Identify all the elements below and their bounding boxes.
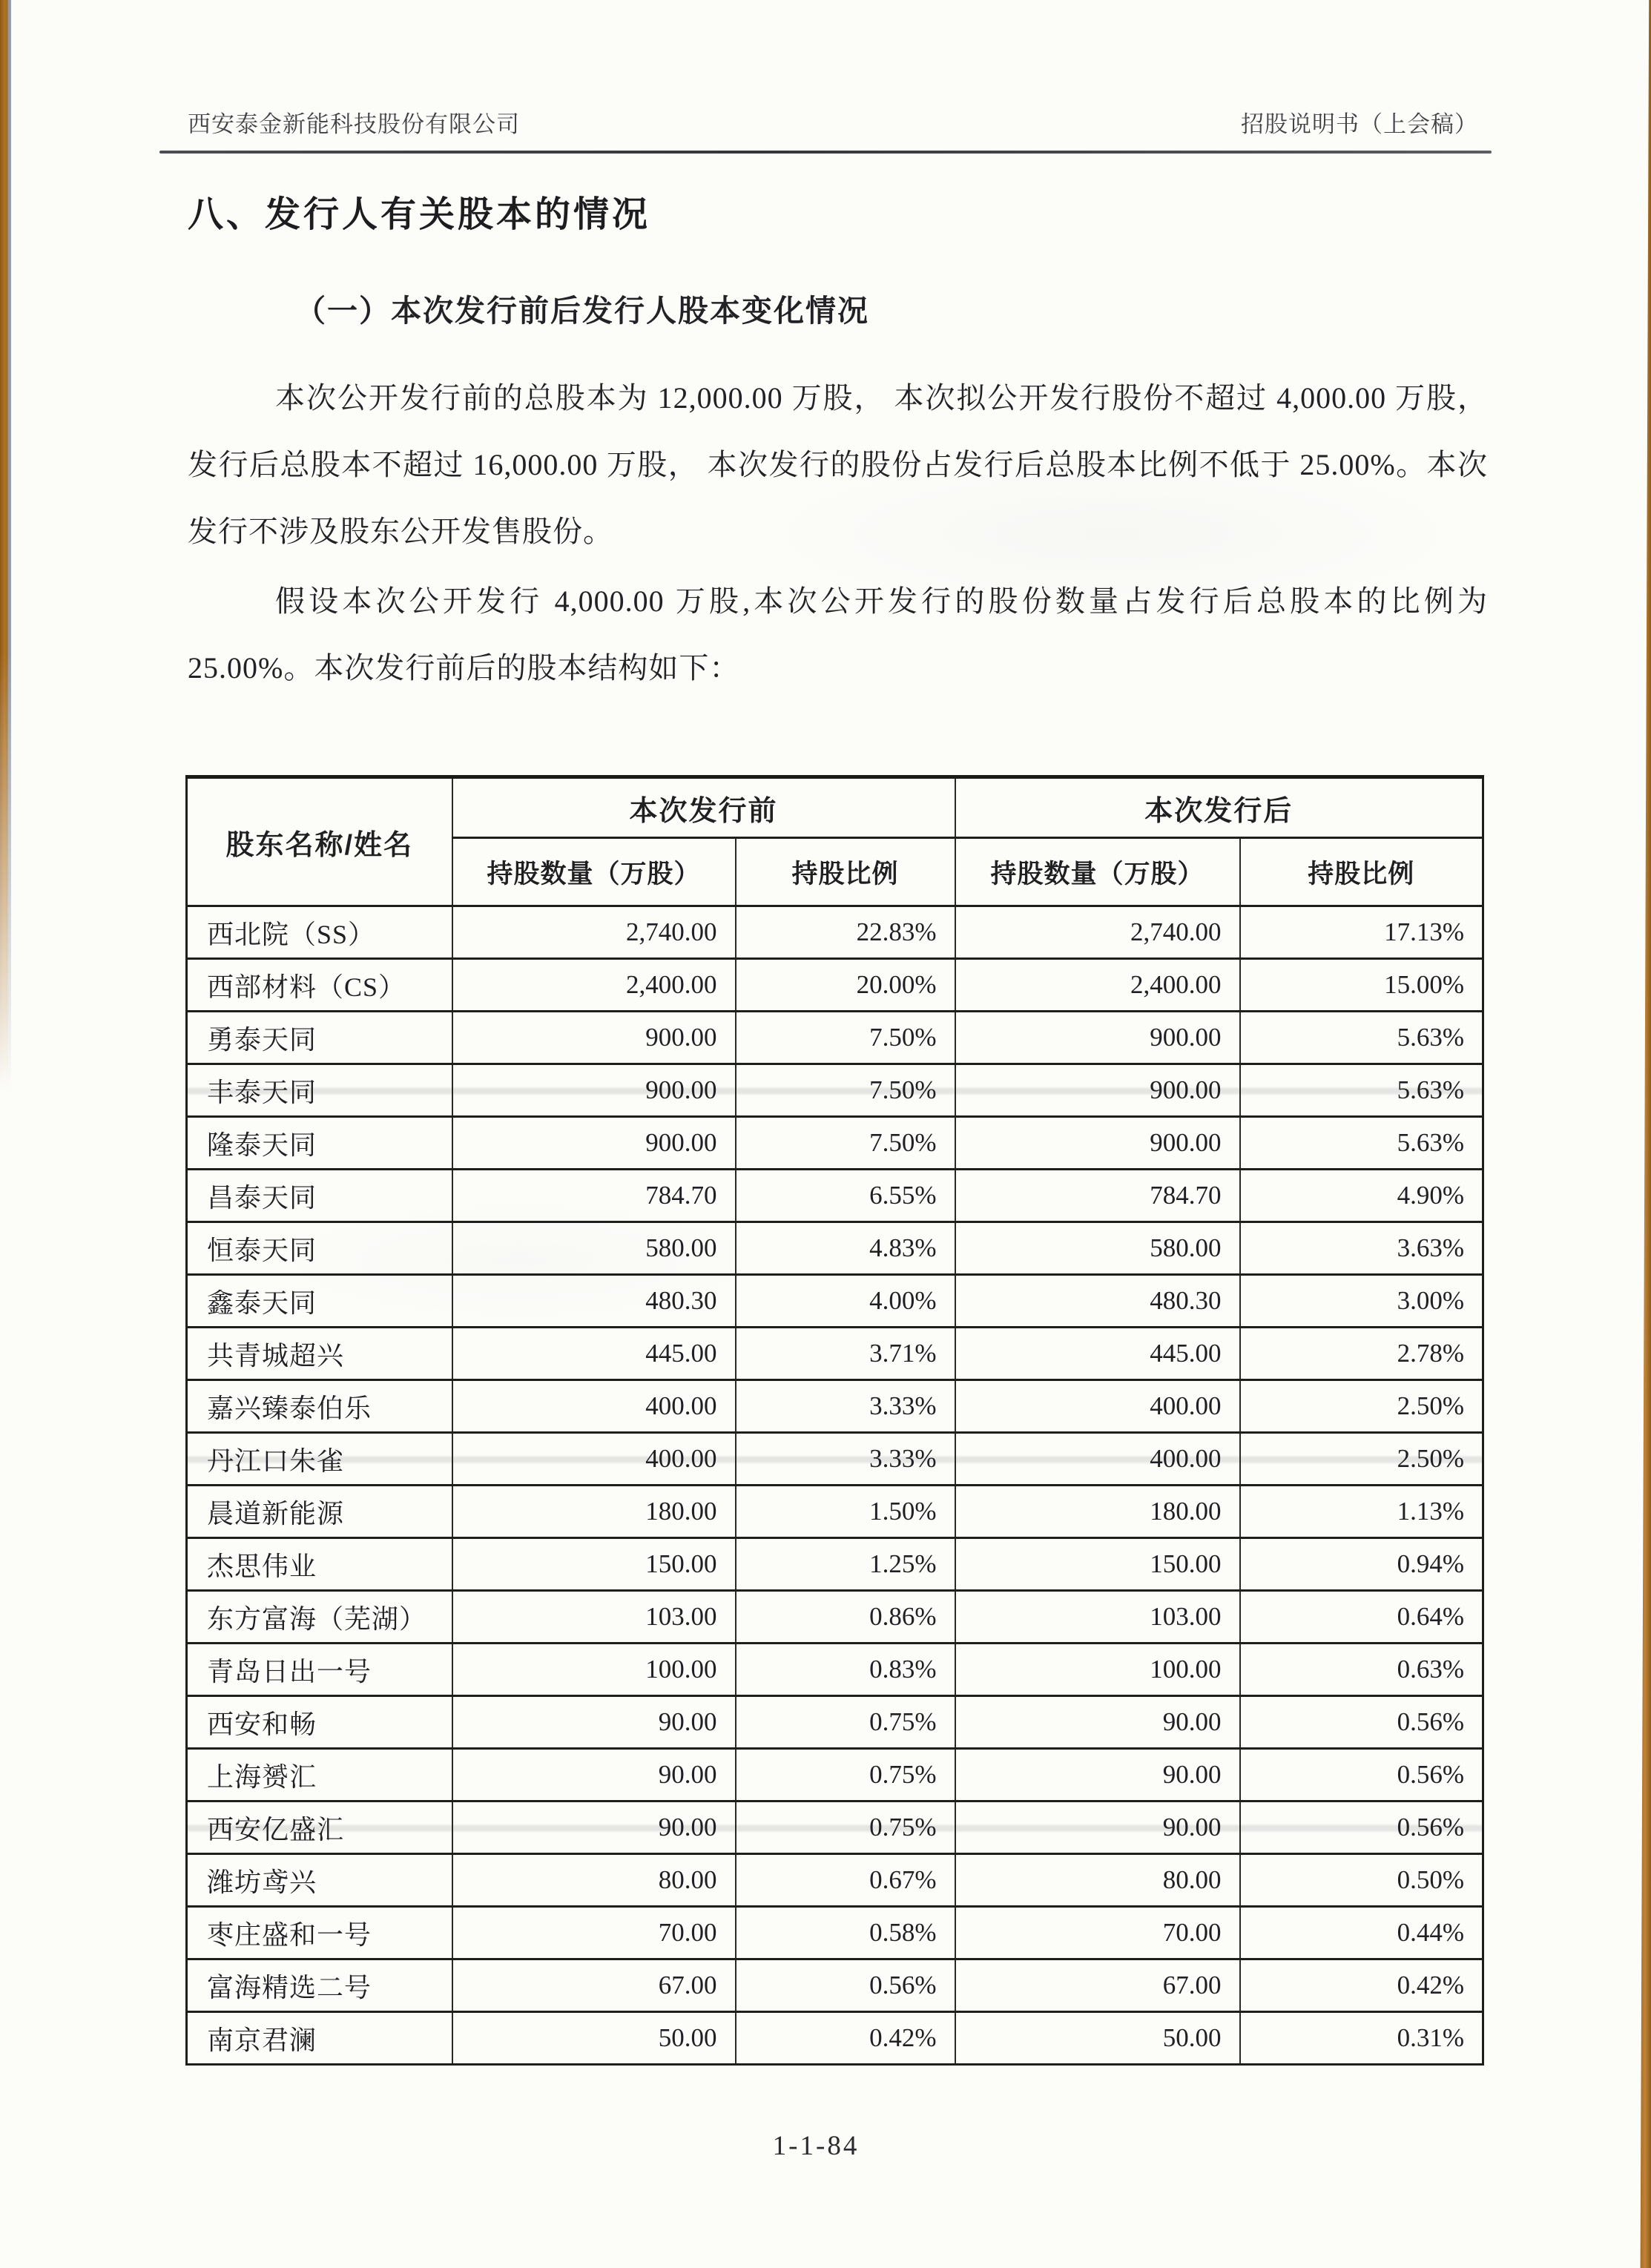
cell-name: 杰思伟业: [187, 1538, 452, 1591]
cell-ratio-after: 17.13%: [1240, 906, 1483, 959]
col-header-qty-after: 持股数量（万股）: [955, 838, 1240, 906]
cell-ratio-before: 1.25%: [736, 1538, 955, 1591]
table-row: [187, 1275, 1483, 1328]
cell-ratio-before: 3.33%: [736, 1380, 955, 1433]
cell-qty-before: 80.00: [452, 1854, 736, 1907]
cell-qty-after: 90.00: [955, 1696, 1240, 1749]
cell-ratio-before: 0.67%: [736, 1854, 955, 1907]
table-row: [187, 1749, 1483, 1801]
col-group-before-issue: 本次发行前: [452, 777, 955, 838]
cell-qty-before: 100.00: [452, 1644, 736, 1696]
cell-qty-before: 900.00: [452, 1064, 736, 1117]
cell-ratio-before: 0.83%: [736, 1644, 955, 1696]
cell-qty-after: 400.00: [955, 1380, 1240, 1433]
col-header-ratio-after: 持股比例: [1240, 838, 1483, 906]
cell-name: 共青城超兴: [187, 1328, 452, 1380]
cell-qty-before: 150.00: [452, 1538, 736, 1591]
cell-name: 恒泰天同: [187, 1222, 452, 1275]
cell-qty-before: 70.00: [452, 1907, 736, 1959]
table-row: [187, 1907, 1483, 1959]
cell-name: 西部材料（CS）: [187, 959, 452, 1012]
table-row: [187, 1486, 1483, 1538]
cell-ratio-before: 3.71%: [736, 1328, 955, 1380]
section-title: 八、发行人有关股本的情况: [188, 195, 651, 234]
table-row: [187, 1222, 1483, 1275]
cell-qty-before: 480.30: [452, 1275, 736, 1328]
cell-ratio-before: 7.50%: [736, 1064, 955, 1117]
cell-qty-before: 400.00: [452, 1380, 736, 1433]
cell-ratio-before: 1.50%: [736, 1486, 955, 1538]
cell-ratio-after: 4.90%: [1240, 1170, 1483, 1222]
header-document-title: 招股说明书（上会稿）: [1241, 111, 1478, 137]
cell-qty-after: 400.00: [955, 1433, 1240, 1486]
cell-qty-after: 90.00: [955, 1749, 1240, 1801]
cell-qty-after: 80.00: [955, 1854, 1240, 1907]
table-row: [187, 1012, 1483, 1064]
cell-qty-before: 900.00: [452, 1012, 736, 1064]
scan-edge-right: [1636, 0, 1651, 2268]
cell-qty-after: 70.00: [955, 1907, 1240, 1959]
cell-ratio-after: 5.63%: [1240, 1012, 1483, 1064]
cell-qty-before: 2,400.00: [452, 959, 736, 1012]
table-row: [187, 1328, 1483, 1380]
cell-name: 隆泰天同: [187, 1117, 452, 1170]
share-structure-table: [185, 775, 1484, 2066]
cell-name: 嘉兴臻泰伯乐: [187, 1380, 452, 1433]
paragraph-share-capital: 本次公开发行前的总股本为 12,000.00 万股， 本次拟公开发行股份不超过 4,000.00 万股， 发行后总股本不超过 16,000.00 万股， 本次发行的股份占发行后总股本比例不低于 25.00%。本次发行不涉及股东公开发售股份。: [188, 381, 1488, 548]
cell-qty-after: 580.00: [955, 1222, 1240, 1275]
cell-qty-before: 900.00: [452, 1117, 736, 1170]
cell-ratio-after: 0.50%: [1240, 1854, 1483, 1907]
paragraph-issue-assumption: 假设本次公开发行 4,000.00 万股,本次公开发行的股份数量占发行后总股本的比例为 25.00%。本次发行前后的股本结构如下：: [188, 584, 1488, 685]
cell-name: 鑫泰天同: [187, 1275, 452, 1328]
cell-ratio-before: 0.56%: [736, 1959, 955, 2012]
cell-qty-before: 50.00: [452, 2012, 736, 2065]
cell-qty-before: 90.00: [452, 1801, 736, 1854]
cell-ratio-before: 0.42%: [736, 2012, 955, 2065]
table-row: [187, 1854, 1483, 1907]
cell-ratio-after: 1.13%: [1240, 1486, 1483, 1538]
cell-name: 东方富海（芜湖）: [187, 1591, 452, 1644]
cell-qty-before: 445.00: [452, 1328, 736, 1380]
table-row: [187, 1064, 1483, 1117]
cell-qty-after: 180.00: [955, 1486, 1240, 1538]
cell-ratio-before: 6.55%: [736, 1170, 955, 1222]
cell-name: 上海赟汇: [187, 1749, 452, 1801]
table-row: [187, 1380, 1483, 1433]
cell-name: 西北院（SS）: [187, 906, 452, 959]
cell-ratio-before: 0.58%: [736, 1907, 955, 1959]
cell-name: 富海精选二号: [187, 1959, 452, 2012]
cell-ratio-after: 2.50%: [1240, 1380, 1483, 1433]
table-row: [187, 1644, 1483, 1696]
header-rule: [159, 151, 1492, 154]
cell-qty-after: 2,400.00: [955, 959, 1240, 1012]
cell-qty-before: 90.00: [452, 1696, 736, 1749]
cell-ratio-after: 0.31%: [1240, 2012, 1483, 2065]
cell-name: 丰泰天同: [187, 1064, 452, 1117]
cell-ratio-after: 2.50%: [1240, 1433, 1483, 1486]
table-row: [187, 1959, 1483, 2012]
col-header-shareholder: 股东名称/姓名: [187, 777, 452, 906]
table-row: [187, 1801, 1483, 1854]
table-row: [187, 959, 1483, 1012]
table-row: [187, 1591, 1483, 1644]
cell-qty-after: 50.00: [955, 2012, 1240, 2065]
col-header-qty-before: 持股数量（万股）: [452, 838, 736, 906]
cell-ratio-before: 3.33%: [736, 1433, 955, 1486]
cell-ratio-after: 15.00%: [1240, 959, 1483, 1012]
cell-qty-after: 90.00: [955, 1801, 1240, 1854]
cell-ratio-before: 7.50%: [736, 1117, 955, 1170]
cell-name: 晨道新能源: [187, 1486, 452, 1538]
cell-name: 勇泰天同: [187, 1012, 452, 1064]
cell-qty-before: 180.00: [452, 1486, 736, 1538]
cell-qty-after: 480.30: [955, 1275, 1240, 1328]
cell-ratio-after: 5.63%: [1240, 1064, 1483, 1117]
cell-qty-before: 784.70: [452, 1170, 736, 1222]
cell-qty-before: 2,740.00: [452, 906, 736, 959]
cell-ratio-after: 3.00%: [1240, 1275, 1483, 1328]
cell-ratio-before: 0.75%: [736, 1696, 955, 1749]
table-row: [187, 1538, 1483, 1591]
table-row: [187, 2012, 1483, 2065]
cell-qty-before: 580.00: [452, 1222, 736, 1275]
page-number: 1-1-84: [772, 2131, 860, 2161]
cell-qty-before: 90.00: [452, 1749, 736, 1801]
table-header-group-row: [187, 777, 1483, 838]
cell-qty-after: 900.00: [955, 1064, 1240, 1117]
cell-qty-after: 103.00: [955, 1591, 1240, 1644]
cell-qty-before: 400.00: [452, 1433, 736, 1486]
cell-ratio-after: 0.94%: [1240, 1538, 1483, 1591]
cell-ratio-before: 7.50%: [736, 1012, 955, 1064]
table-row: [187, 1433, 1483, 1486]
cell-ratio-after: 2.78%: [1240, 1328, 1483, 1380]
cell-qty-after: 900.00: [955, 1117, 1240, 1170]
cell-ratio-before: 4.83%: [736, 1222, 955, 1275]
page-header: [188, 105, 1478, 139]
subsection-title: （一）本次发行前后发行人股本变化情况: [295, 294, 869, 328]
cell-ratio-after: 0.44%: [1240, 1907, 1483, 1959]
cell-ratio-after: 0.63%: [1240, 1644, 1483, 1696]
cell-qty-after: 150.00: [955, 1538, 1240, 1591]
cell-name: 丹江口朱雀: [187, 1433, 452, 1486]
cell-ratio-before: 0.75%: [736, 1749, 955, 1801]
cell-ratio-after: 5.63%: [1240, 1117, 1483, 1170]
cell-ratio-after: 0.56%: [1240, 1696, 1483, 1749]
cell-name: 青岛日出一号: [187, 1644, 452, 1696]
header-company-name: 西安泰金新能科技股份有限公司: [188, 111, 520, 137]
table-row: [187, 1170, 1483, 1222]
cell-qty-after: 784.70: [955, 1170, 1240, 1222]
cell-ratio-before: 0.75%: [736, 1801, 955, 1854]
cell-qty-after: 445.00: [955, 1328, 1240, 1380]
cell-name: 西安亿盛汇: [187, 1801, 452, 1854]
cell-ratio-after: 0.42%: [1240, 1959, 1483, 2012]
table-row: [187, 906, 1483, 959]
cell-qty-after: 67.00: [955, 1959, 1240, 2012]
cell-qty-after: 2,740.00: [955, 906, 1240, 959]
cell-ratio-before: 22.83%: [736, 906, 955, 959]
cell-ratio-after: 0.64%: [1240, 1591, 1483, 1644]
col-group-after-issue: 本次发行后: [955, 777, 1483, 838]
cell-qty-before: 67.00: [452, 1959, 736, 2012]
cell-qty-after: 100.00: [955, 1644, 1240, 1696]
cell-qty-after: 900.00: [955, 1012, 1240, 1064]
cell-name: 西安和畅: [187, 1696, 452, 1749]
cell-ratio-before: 0.86%: [736, 1591, 955, 1644]
scan-edge-left: [0, 0, 11, 1090]
cell-ratio-after: 0.56%: [1240, 1749, 1483, 1801]
table-row: [187, 1696, 1483, 1749]
cell-ratio-before: 4.00%: [736, 1275, 955, 1328]
cell-name: 昌泰天同: [187, 1170, 452, 1222]
cell-name: 潍坊鸢兴: [187, 1854, 452, 1907]
cell-name: 枣庄盛和一号: [187, 1907, 452, 1959]
cell-ratio-after: 0.56%: [1240, 1801, 1483, 1854]
cell-ratio-before: 20.00%: [736, 959, 955, 1012]
cell-name: 南京君澜: [187, 2012, 452, 2065]
table-row: [187, 1117, 1483, 1170]
cell-ratio-after: 3.63%: [1240, 1222, 1483, 1275]
cell-qty-before: 103.00: [452, 1591, 736, 1644]
col-header-ratio-before: 持股比例: [736, 838, 955, 906]
